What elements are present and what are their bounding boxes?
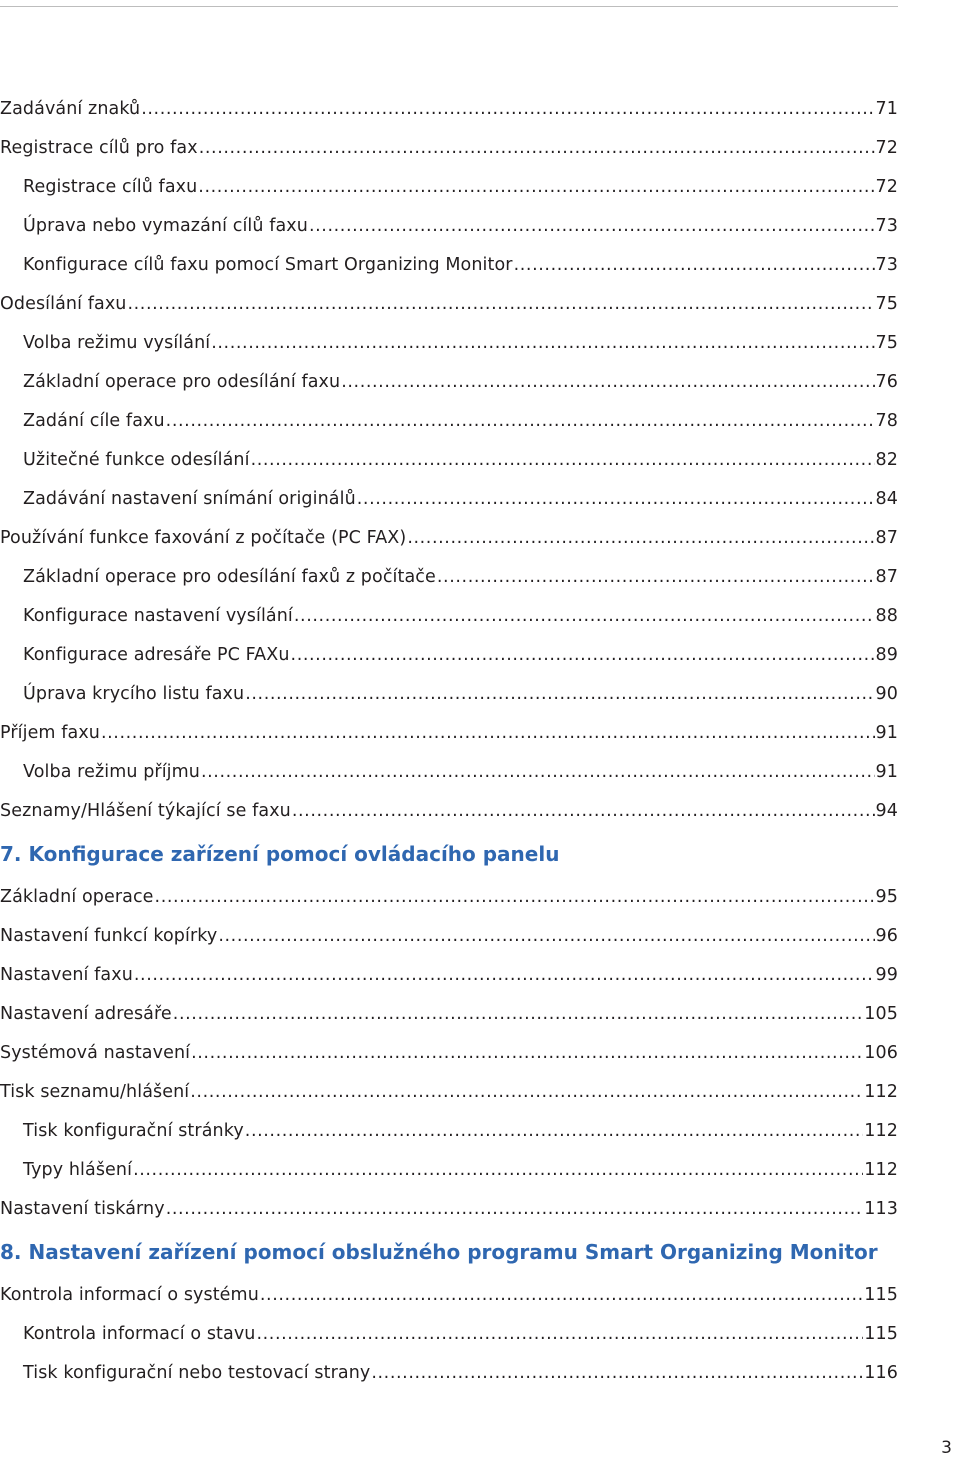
chapter-heading: 7. Konfigurace zařízení pomocí ovládacího panelu bbox=[0, 842, 560, 866]
toc-entry-title: Konfigurace nastavení vysílání bbox=[23, 606, 293, 626]
dot-leader bbox=[309, 207, 875, 246]
dot-leader bbox=[201, 753, 875, 792]
toc-entry-page: 72 bbox=[875, 138, 898, 158]
toc-entry-title: Tisk seznamu/hlášení bbox=[0, 1082, 190, 1102]
toc-entry-page: 84 bbox=[875, 489, 898, 509]
toc-entry-title: Konfigurace adresáře PC FAXu bbox=[23, 645, 290, 665]
dot-leader bbox=[294, 597, 875, 636]
toc-entry-page: 94 bbox=[875, 801, 898, 821]
toc-entry[interactable] bbox=[0, 1276, 898, 1315]
dot-leader bbox=[260, 1276, 863, 1315]
toc-entry-page: 76 bbox=[875, 372, 898, 392]
dot-leader bbox=[245, 1112, 864, 1151]
toc-entry-title: Nastavení faxu bbox=[0, 965, 133, 985]
toc-entry-page: 115 bbox=[864, 1285, 898, 1305]
dot-leader bbox=[190, 1073, 863, 1112]
toc-entry-title: Registrace cílů faxu bbox=[23, 177, 198, 197]
dot-leader bbox=[166, 1190, 864, 1229]
toc-entry[interactable] bbox=[0, 441, 898, 480]
toc-entry-title: Nastavení adresáře bbox=[0, 1004, 172, 1024]
toc-entry[interactable] bbox=[0, 878, 898, 917]
toc-entry-page: 72 bbox=[875, 177, 898, 197]
toc-entry-title: Typy hlášení bbox=[23, 1160, 133, 1180]
toc-entry-title: Tisk konfigurační stránky bbox=[23, 1121, 244, 1141]
toc-entry-title: Nastavení funkcí kopírky bbox=[0, 926, 218, 946]
toc-entry-page: 71 bbox=[875, 99, 898, 119]
dot-leader bbox=[173, 995, 864, 1034]
chapter-heading: 8. Nastavení zařízení pomocí obslužného programu Smart Organizing Monitor bbox=[0, 1240, 878, 1264]
toc-entry-page: 115 bbox=[864, 1324, 898, 1344]
toc-entry-page: 112 bbox=[864, 1082, 898, 1102]
toc-entry[interactable] bbox=[0, 1151, 898, 1190]
toc-entry[interactable] bbox=[0, 207, 898, 246]
toc-entry[interactable] bbox=[0, 792, 898, 831]
dot-leader bbox=[133, 1151, 863, 1190]
toc-entry-page: 91 bbox=[875, 723, 898, 743]
toc-entry-page: 112 bbox=[864, 1121, 898, 1141]
toc-entry[interactable] bbox=[0, 480, 898, 519]
dot-leader bbox=[245, 675, 874, 714]
toc-entry-page: 88 bbox=[875, 606, 898, 626]
toc-entry-page: 73 bbox=[875, 255, 898, 275]
dot-leader bbox=[134, 956, 875, 995]
toc-entry-title: Zadání cíle faxu bbox=[23, 411, 165, 431]
toc-entry-page: 82 bbox=[875, 450, 898, 470]
toc-entry[interactable] bbox=[0, 675, 898, 714]
toc-entry-title: Základní operace pro odesílání faxu bbox=[23, 372, 341, 392]
toc-entry-title: Základní operace bbox=[0, 887, 154, 907]
toc-entry-title: Seznamy/Hlášení týkající se faxu bbox=[0, 801, 291, 821]
toc-entry-title: Zadávání nastavení snímání originálů bbox=[23, 489, 356, 509]
toc-entry-title: Volba režimu vysílání bbox=[23, 333, 211, 353]
dot-leader bbox=[101, 714, 875, 753]
toc-entry-title: Kontrola informací o stavu bbox=[23, 1324, 256, 1344]
dot-leader bbox=[292, 792, 875, 831]
toc-entry-page: 75 bbox=[875, 294, 898, 314]
header-rule bbox=[0, 6, 898, 7]
dot-leader bbox=[191, 1034, 863, 1073]
dot-leader bbox=[357, 480, 875, 519]
toc-entry-title: Nastavení tiskárny bbox=[0, 1199, 165, 1219]
dot-leader bbox=[341, 363, 874, 402]
toc-entry-title: Tisk konfigurační nebo testovací strany bbox=[23, 1363, 371, 1383]
toc-entry-title: Registrace cílů pro fax bbox=[0, 138, 198, 158]
toc-entry-title: Odesílání faxu bbox=[0, 294, 127, 314]
toc-entry[interactable] bbox=[0, 402, 898, 441]
toc-entry-page: 113 bbox=[864, 1199, 898, 1219]
toc-entry-title: Úprava krycího listu faxu bbox=[23, 684, 245, 704]
toc-entry[interactable] bbox=[0, 1315, 898, 1354]
toc-entry-page: 95 bbox=[875, 887, 898, 907]
toc-entry-page: 96 bbox=[875, 926, 898, 946]
dot-leader bbox=[211, 324, 874, 363]
dot-leader bbox=[291, 636, 875, 675]
toc-entry-page: 91 bbox=[875, 762, 898, 782]
toc-entry-title: Úprava nebo vymazání cílů faxu bbox=[23, 216, 308, 236]
toc-entry-page: 112 bbox=[864, 1160, 898, 1180]
toc-entry[interactable] bbox=[0, 636, 898, 675]
toc-entry[interactable] bbox=[0, 168, 898, 207]
toc-entry[interactable] bbox=[0, 1112, 898, 1151]
toc-entry[interactable] bbox=[0, 956, 898, 995]
dot-leader bbox=[199, 129, 875, 168]
page-number: 3 bbox=[941, 1438, 952, 1458]
toc-entry-title: Kontrola informací o systému bbox=[0, 1285, 259, 1305]
dot-leader bbox=[251, 441, 875, 480]
toc-entry[interactable] bbox=[0, 714, 898, 753]
dot-leader bbox=[127, 285, 874, 324]
toc-entry-page: 105 bbox=[864, 1004, 898, 1024]
dot-leader bbox=[218, 917, 874, 956]
toc-entry[interactable] bbox=[0, 558, 898, 597]
dot-leader bbox=[256, 1315, 863, 1354]
toc-entry[interactable] bbox=[0, 90, 898, 129]
toc-entry[interactable] bbox=[0, 753, 898, 792]
toc-entry-page: 89 bbox=[875, 645, 898, 665]
toc-entry[interactable] bbox=[0, 995, 898, 1034]
toc-entry-page: 78 bbox=[875, 411, 898, 431]
toc-entry[interactable] bbox=[0, 1034, 898, 1073]
dot-leader bbox=[155, 878, 875, 917]
toc-entry[interactable] bbox=[0, 246, 898, 285]
toc-entry-title: Volba režimu příjmu bbox=[23, 762, 200, 782]
dot-leader bbox=[437, 558, 875, 597]
toc-entry-title: Základní operace pro odesílání faxů z počítače bbox=[23, 567, 436, 587]
toc-entry-page: 73 bbox=[875, 216, 898, 236]
toc-entry[interactable] bbox=[0, 1073, 898, 1112]
toc-entry[interactable] bbox=[0, 917, 898, 956]
toc-entry-page: 87 bbox=[875, 528, 898, 548]
toc-entry-page: 99 bbox=[875, 965, 898, 985]
dot-leader bbox=[407, 519, 874, 558]
dot-leader bbox=[198, 168, 874, 207]
toc-entry-page: 106 bbox=[864, 1043, 898, 1063]
dot-leader bbox=[141, 90, 874, 129]
toc-entry-title: Konfigurace cílů faxu pomocí Smart Organizing Monitor bbox=[23, 255, 513, 275]
toc-entry[interactable] bbox=[0, 1354, 898, 1393]
dot-leader bbox=[514, 246, 875, 285]
dot-leader bbox=[166, 402, 875, 441]
toc-entry-title: Zadávání znaků bbox=[0, 99, 141, 119]
toc-entry[interactable] bbox=[0, 597, 898, 636]
toc-entry-title: Systémová nastavení bbox=[0, 1043, 191, 1063]
toc-entry-page: 87 bbox=[875, 567, 898, 587]
table-of-contents bbox=[0, 90, 898, 1393]
toc-entry-page: 116 bbox=[864, 1363, 898, 1383]
toc-entry-title: Příjem faxu bbox=[0, 723, 100, 743]
toc-entry[interactable] bbox=[0, 519, 898, 558]
toc-entry-title: Používání funkce faxování z počítače (PC FAX) bbox=[0, 528, 407, 548]
dot-leader bbox=[371, 1354, 863, 1393]
toc-entry-title: Užitečné funkce odesílání bbox=[23, 450, 250, 470]
toc-entry-page: 75 bbox=[875, 333, 898, 353]
toc-entry[interactable] bbox=[0, 1190, 898, 1229]
toc-entry[interactable] bbox=[0, 363, 898, 402]
toc-entry[interactable] bbox=[0, 285, 898, 324]
toc-entry[interactable] bbox=[0, 324, 898, 363]
toc-entry[interactable] bbox=[0, 129, 898, 168]
toc-entry-page: 90 bbox=[875, 684, 898, 704]
